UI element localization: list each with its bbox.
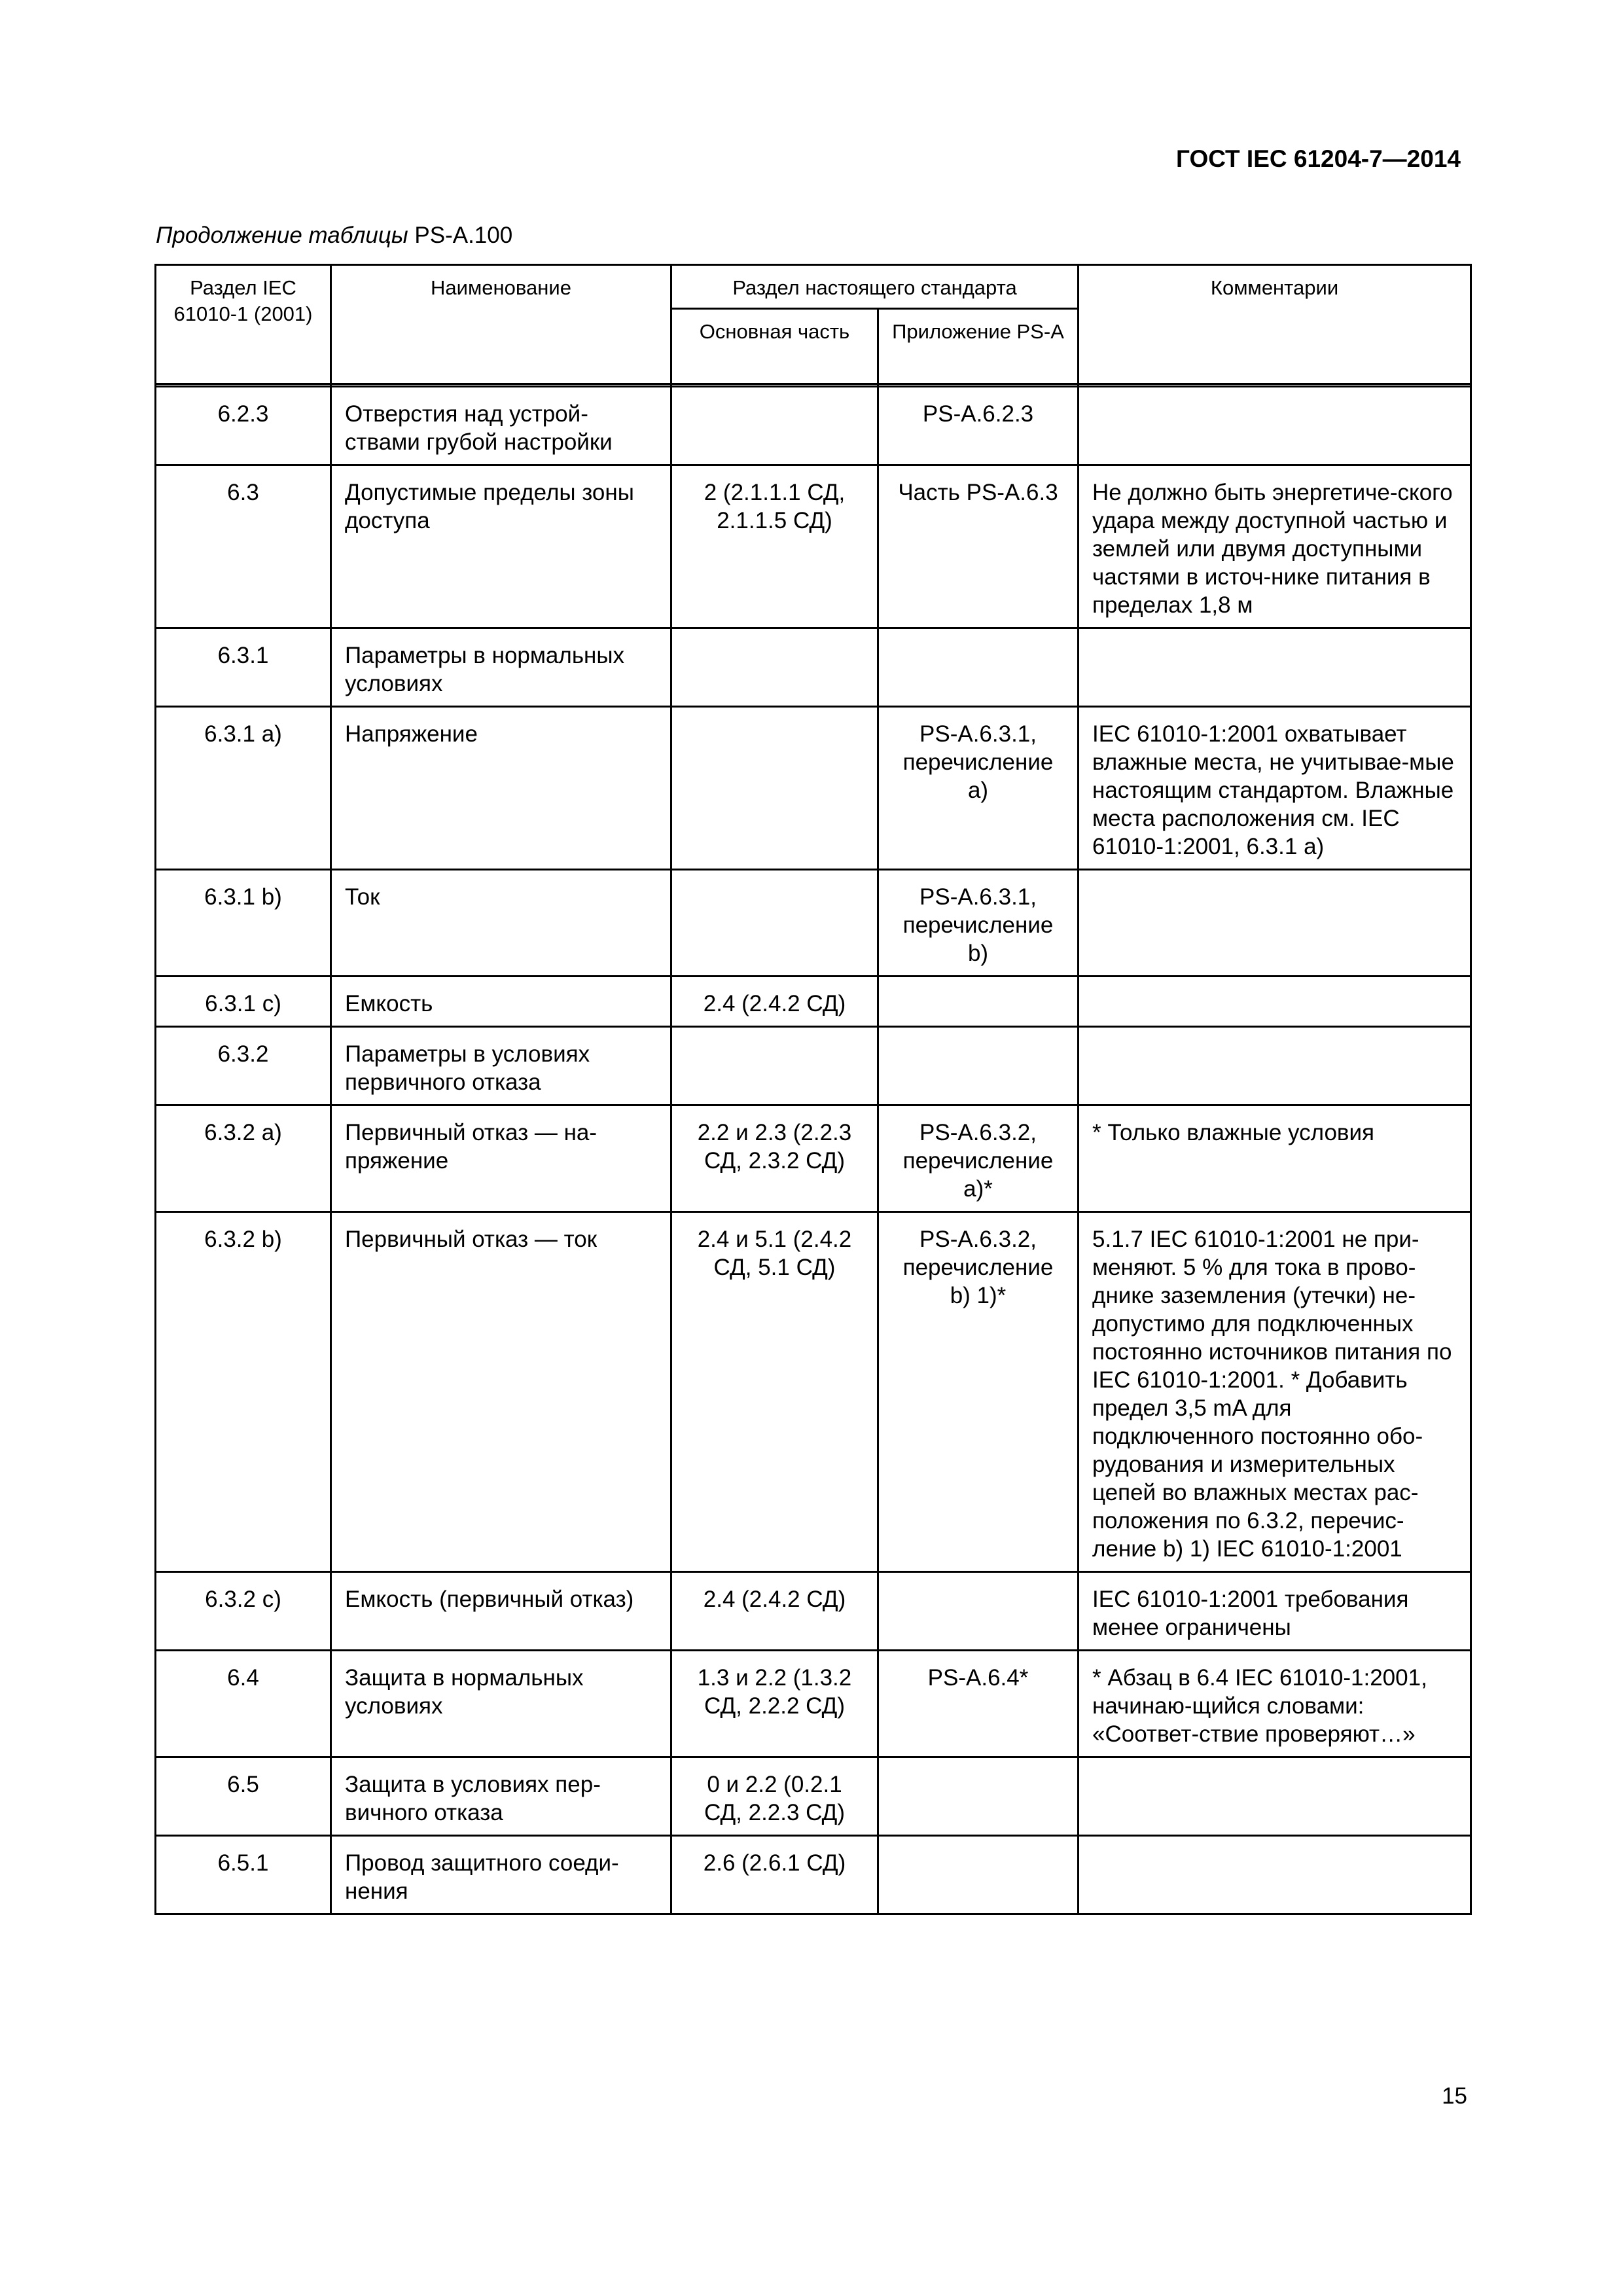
cell-main-part: 2.4 (2.4.2 СД) [671, 1572, 878, 1651]
cell-name: Защита в условиях пер-вичного отказа [331, 1757, 671, 1836]
header-main-part: Основная часть [671, 309, 878, 384]
cell-appendix: PS-A.6.4* [878, 1651, 1079, 1757]
cell-section: 6.5 [156, 1757, 331, 1836]
cell-comment [1079, 1836, 1471, 1914]
table-row [156, 977, 1471, 1027]
header-section: Раздел IEC 61010-1 (2001) [156, 265, 331, 384]
header-row [156, 265, 1471, 309]
table-row [156, 1105, 1471, 1212]
cell-comment: IEC 61010-1:2001 требования менее ограничены [1079, 1572, 1471, 1651]
cell-section: 6.4 [156, 1651, 331, 1757]
cell-comment: 5.1.7 IEC 61010-1:2001 не при-меняют. 5 % для тока в прово-днике заземления (утечки) не-допустимо для подключенных постоянно источников питания по IEC 61010-1:2001. * Добавить предел 3,5 mA для подключенного постоянно обо-рудования и измерительных цепей во влажных местах рас-положения по 6.3.2, перечис-ление b) 1) IEC 61010-1:2001 [1079, 1212, 1471, 1572]
cell-name: Первичный отказ — на-пряжение [331, 1105, 671, 1212]
table-row [156, 1212, 1471, 1572]
cell-name: Емкость [331, 977, 671, 1027]
cell-section: 6.5.1 [156, 1836, 331, 1914]
table-row [156, 1027, 1471, 1105]
cell-appendix: PS-A.6.3.1, перечисление b) [878, 870, 1079, 977]
cell-appendix [878, 1027, 1079, 1105]
cell-main-part: 2.4 (2.4.2 СД) [671, 977, 878, 1027]
table-row [156, 870, 1471, 977]
cell-comment: Не должно быть энергетиче-ского удара между доступной частью и землей или двумя доступными частями в источ-нике питания в пределах 1,8 м [1079, 465, 1471, 628]
document-code: ГОСТ IEC 61204-7—2014 [1175, 145, 1461, 172]
header-name: Наименование [331, 265, 671, 384]
cell-appendix [878, 628, 1079, 707]
cell-name: Отверстия над устрой-ствами грубой настройки [331, 387, 671, 465]
cell-name: Защита в нормальных условиях [331, 1651, 671, 1757]
cell-name: Напряжение [331, 707, 671, 870]
cell-name: Ток [331, 870, 671, 977]
cell-main-part: 0 и 2.2 (0.2.1 СД, 2.2.3 СД) [671, 1757, 878, 1836]
cell-comment [1079, 1027, 1471, 1105]
table-row [156, 628, 1471, 707]
cell-comment [1079, 870, 1471, 977]
cell-name: Провод защитного соеди-нения [331, 1836, 671, 1914]
cell-section: 6.3.2 [156, 1027, 331, 1105]
table-row [156, 1651, 1471, 1757]
header-standard-section: Раздел настоящего стандарта [671, 265, 1079, 309]
cell-main-part [671, 707, 878, 870]
cell-section: 6.3.1 a) [156, 707, 331, 870]
table-caption [156, 223, 512, 249]
cell-appendix [878, 977, 1079, 1027]
cell-comment: * Только влажные условия [1079, 1105, 1471, 1212]
cell-section: 6.3.1 b) [156, 870, 331, 977]
cell-main-part: 2.4 и 5.1 (2.4.2 СД, 5.1 СД) [671, 1212, 878, 1572]
cell-name: Параметры в нормальных условиях [331, 628, 671, 707]
cell-section: 6.3 [156, 465, 331, 628]
cell-section: 6.3.2 a) [156, 1105, 331, 1212]
cell-comment [1079, 387, 1471, 465]
cell-name: Первичный отказ — ток [331, 1212, 671, 1572]
table-row [156, 1836, 1471, 1914]
cell-main-part: 2 (2.1.1.1 СД, 2.1.1.5 СД) [671, 465, 878, 628]
cell-appendix: PS-A.6.2.3 [878, 387, 1079, 465]
page-number: 15 [1442, 2083, 1467, 2109]
table-body [156, 384, 1471, 1914]
cell-appendix: PS-A.6.3.2, перечисление b) 1)* [878, 1212, 1079, 1572]
cell-comment: IEC 61010-1:2001 охватывает влажные места, не учитывае-мые настоящим стандартом. Влажные места расположения см. IEC 61010-1:2001, 6.3.1 a) [1079, 707, 1471, 870]
cell-appendix [878, 1572, 1079, 1651]
cell-name: Допустимые пределы зоны доступа [331, 465, 671, 628]
header-comments: Комментарии [1079, 265, 1471, 384]
cell-main-part: 1.3 и 2.2 (1.3.2 СД, 2.2.2 СД) [671, 1651, 878, 1757]
cell-section: 6.3.1 [156, 628, 331, 707]
cell-comment [1079, 1757, 1471, 1836]
cell-section: 6.2.3 [156, 387, 331, 465]
cell-comment [1079, 977, 1471, 1027]
cell-appendix: PS-A.6.3.1, перечисление a) [878, 707, 1079, 870]
cell-main-part [671, 387, 878, 465]
table-row [156, 387, 1471, 465]
caption-table-ref: PS-A.100 [414, 223, 513, 248]
table-row [156, 707, 1471, 870]
cell-comment: * Абзац в 6.4 IEC 61010-1:2001, начинаю-щийся словами: «Соответ-ствие проверяют…» [1079, 1651, 1471, 1757]
cell-appendix [878, 1836, 1079, 1914]
caption-continuation: Продолжение таблицы [156, 223, 408, 248]
table-row [156, 1757, 1471, 1836]
cell-appendix: PS-A.6.3.2, перечисление a)* [878, 1105, 1079, 1212]
cell-appendix [878, 1757, 1079, 1836]
cell-main-part [671, 1027, 878, 1105]
cell-name: Параметры в условиях первичного отказа [331, 1027, 671, 1105]
table-row [156, 1572, 1471, 1651]
table-row [156, 465, 1471, 628]
cell-comment [1079, 628, 1471, 707]
cell-section: 6.3.2 c) [156, 1572, 331, 1651]
cell-main-part [671, 628, 878, 707]
mapping-table [154, 264, 1472, 1915]
header-appendix: Приложение PS-A [878, 309, 1079, 384]
cell-main-part [671, 870, 878, 977]
cell-section: 6.3.2 b) [156, 1212, 331, 1572]
cell-main-part: 2.2 и 2.3 (2.2.3 СД, 2.3.2 СД) [671, 1105, 878, 1212]
cell-appendix: Часть PS-A.6.3 [878, 465, 1079, 628]
cell-name: Емкость (первичный отказ) [331, 1572, 671, 1651]
cell-section: 6.3.1 c) [156, 977, 331, 1027]
cell-main-part: 2.6 (2.6.1 СД) [671, 1836, 878, 1914]
